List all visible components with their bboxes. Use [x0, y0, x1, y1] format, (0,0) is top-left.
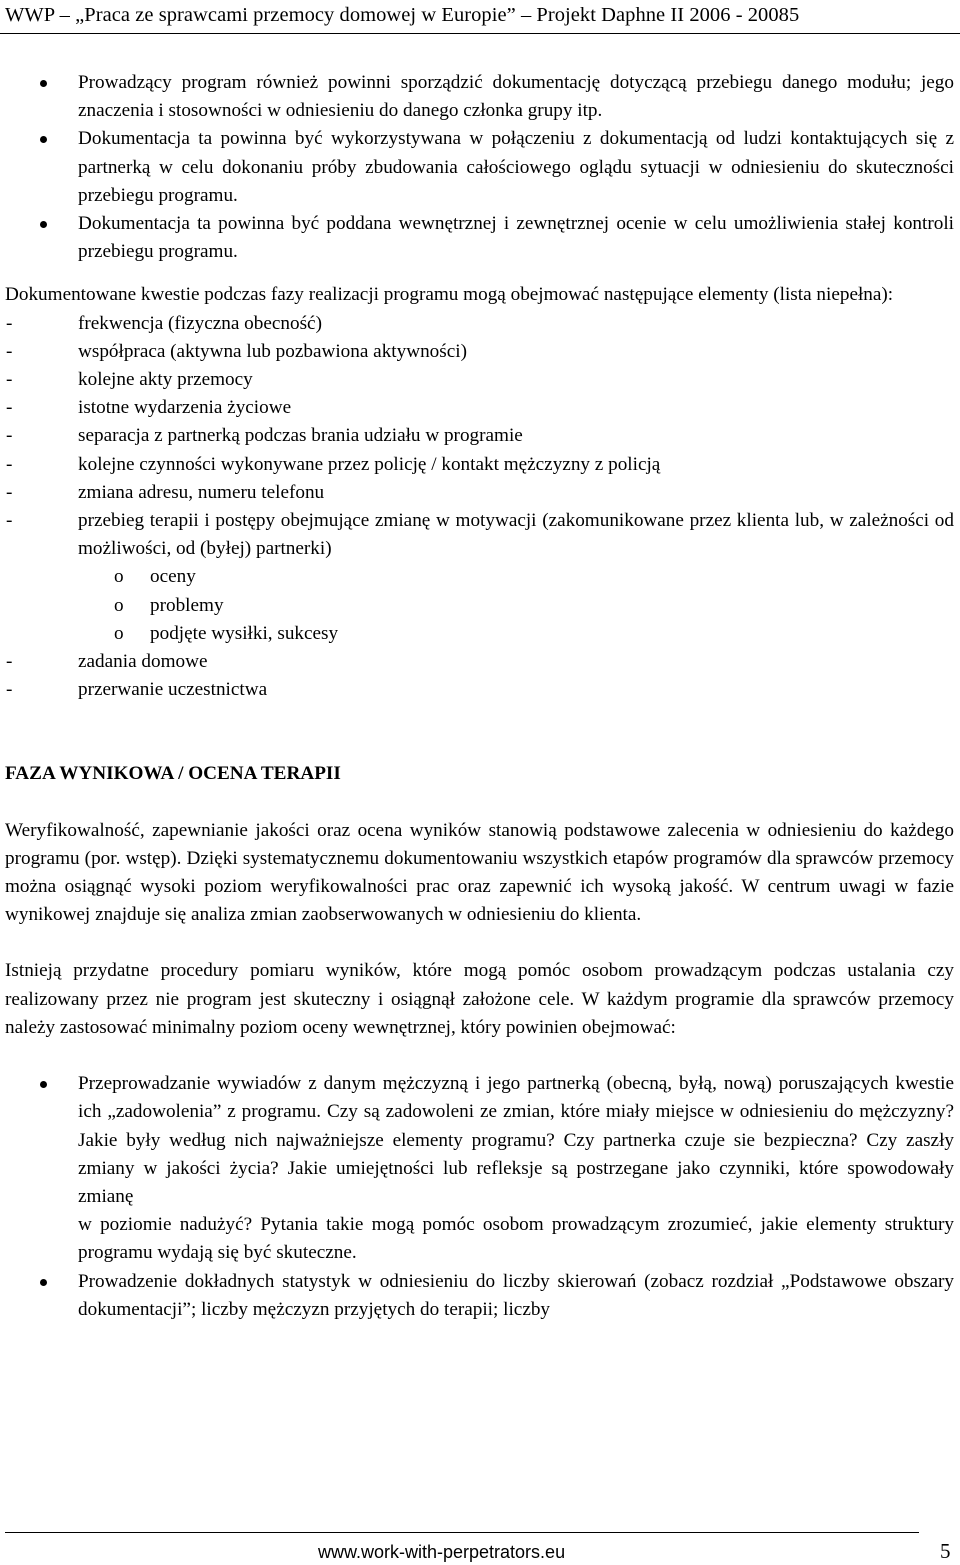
paragraph-verifiability: Weryfikowalność, zapewnianie jakości oraz ocena wyników stanowią podstawowe zalecenia w odniesieniu do każdego programu (por. wstęp). Dzięki systematycznemu dokumentowaniu wszystkich etapów programów dla sprawców przemocy można osiągnąć wysoki poziom weryfikowalności prac oraz zapewnić ich wysoką jakość. W centrum uwagi w fazie wynikowej znajduje się analiza zmian zaobserwowanych w odniesieniu do klienta.	[5, 819, 954, 926]
list-item: o podjęte wysiłki, sukcesy	[114, 622, 339, 644]
bullet-icon	[40, 221, 47, 228]
section-heading: FAZA WYNIKOWA / OCENA TERAPII	[5, 763, 341, 785]
list-item: - przerwanie uczestnictwa	[6, 679, 268, 701]
list-item: - kolejne czynności wykonywane przez policję / kontakt mężczyzny z policją	[6, 453, 661, 475]
list-item: Prowadzący program również powinni sporządzić dokumentację dotyczącą przebiegu danego modułu; jego znaczenia i stosowności w odniesieniu do danego członka grupy itp.	[5, 69, 954, 125]
list-item: Prowadzenie dokładnych statystyk w odniesieniu do liczby skierowań (zobacz rozdział „Podstawowe obszary dokumentacji”; liczby mężczyzn przyjętych do terapii; liczby	[5, 1268, 954, 1324]
paragraph-procedures: Istnieją przydatne procedury pomiaru wyników, które mogą pomóc osobom prowadzącym podczas ustalania czy realizowany przez nie program jest skuteczny i osiągnął założone cele. W każdym programie dla sprawców przemocy należy zastosować minimalny poziom oceny wewnętrznej, który powinien obejmować:	[5, 960, 954, 1038]
list-item: - przebieg terapii i postępy obejmujące zmianę w motywacji (zakomunikowane przez klienta lub, w zależności od możliwości, od (byłej) partnerki)	[6, 510, 954, 560]
page-header: WWP – „Praca ze sprawcami przemocy domowej w Europie” – Projekt Daphne II 2006 - 20085	[5, 4, 800, 26]
bullet-icon	[40, 1279, 47, 1286]
list-item: Przeprowadzanie wywiadów z danym mężczyzną i jego partnerką (obecną, byłą, nową) poruszających kwestie ich „zadowolenia” z programu. Czy są zadowoleni ze zmian, które miały miejsce w odniesieniu do mężczyzny? Jakie były według nich najważniejsze elementy programu? Czy partnerka czuje sie bezpieczna? Czy zaszły zmiany w jakości życia? Jakie umiejętności lub refleksje są postrzegane jako czynniki, które spowodowały zmianę w poziomie nadużyć? Pytania takie mogą pomóc osobom prowadzącym zrozumieć, jakie elementy struktury programu wydają się być skuteczne.	[5, 1070, 954, 1267]
list-item: - istotne wydarzenia życiowe	[6, 397, 292, 419]
list-item: o oceny	[114, 566, 196, 588]
list-item: o problemy	[114, 594, 224, 616]
list-item: - kolejne akty przemocy	[6, 369, 253, 391]
bullet-icon	[40, 80, 47, 87]
bullet-list-bottom	[5, 1070, 954, 1324]
dash-list-b	[5, 648, 954, 704]
footer-url: www.work-with-perpetrators.eu	[318, 1542, 566, 1562]
list-item: - separacja z partnerką podczas brania udziału w programie	[6, 425, 523, 447]
list-item: Dokumentacja ta powinna być poddana wewnętrznej i zewnętrznej ocenie w celu umożliwienia stałej kontroli przebiegu programu.	[5, 210, 954, 266]
page-content	[5, 69, 954, 1324]
list-item: Dokumentacja ta powinna być wykorzystywana w połączeniu z dokumentacją od ludzi kontaktujących się z partnerką w celu dokonaniu próby zbudowania całościowego oglądu sytuacji w odniesieniu do skuteczności przebiegu programu.	[5, 125, 954, 210]
footer-divider	[5, 1532, 919, 1533]
list-item: - zadania domowe	[6, 651, 208, 673]
bullet-icon	[40, 1081, 47, 1088]
intro-paragraph: Dokumentowane kwestie podczas fazy realizacji programu mogą obejmować następujące elementy (lista niepełna):	[5, 284, 894, 306]
bullet-list-top	[5, 69, 954, 266]
bullet-icon	[40, 136, 47, 143]
list-item: - zmiana adresu, numeru telefonu	[6, 481, 325, 503]
list-item: - frekwencja (fizyczna obecność)	[6, 312, 322, 334]
sub-list	[5, 563, 954, 648]
page-number: 5	[940, 1539, 951, 1563]
header-divider	[0, 33, 960, 34]
dash-list-a	[5, 310, 954, 564]
list-item: - współpraca (aktywna lub pozbawiona aktywności)	[6, 340, 467, 362]
